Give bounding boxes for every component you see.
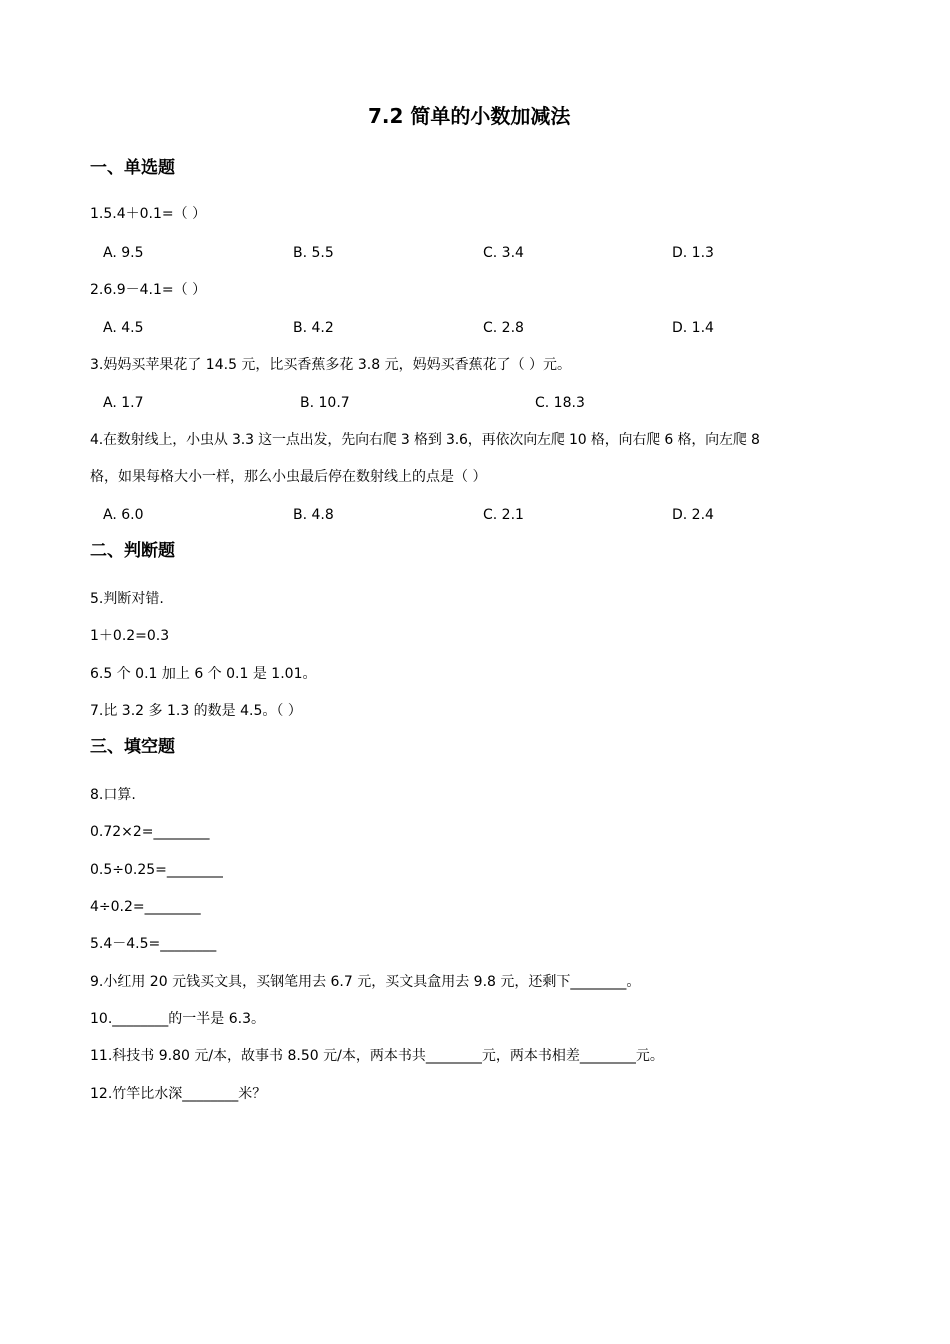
question-2-stem: 2.6.9－4.1=（ ） bbox=[90, 282, 207, 298]
question-2-option-a: A. 4.5 bbox=[103, 320, 144, 336]
section-heading-true-false: 二、判断题 bbox=[90, 541, 175, 561]
question-8-stem: 8.口算. bbox=[90, 787, 136, 803]
question-4-option-d: D. 2.4 bbox=[672, 507, 714, 523]
question-2-option-d: D. 1.4 bbox=[672, 320, 714, 336]
question-3-option-c: C. 18.3 bbox=[535, 395, 585, 411]
question-8-line-1: 0.72×2=________ bbox=[90, 824, 210, 840]
question-5-line: 1＋0.2=0.3 bbox=[90, 628, 170, 644]
section-heading-single-choice: 一、单选题 bbox=[90, 158, 175, 178]
question-9-stem: 9.小红用 20 元钱买文具，买钢笔用去 6.7 元，买文具盒用去 9.8 元，还剩下________。 bbox=[90, 974, 641, 990]
section-heading-fill-in: 三、填空题 bbox=[90, 737, 175, 757]
question-1-option-d: D. 1.3 bbox=[672, 245, 714, 261]
question-4-option-b: B. 4.8 bbox=[293, 507, 334, 523]
question-3-stem: 3.妈妈买苹果花了 14.5 元，比买香蕉多花 3.8 元，妈妈买香蕉花了（ ）元。 bbox=[90, 357, 572, 373]
question-7-stem: 7.比 3.2 多 1.3 的数是 4.5。（ ） bbox=[90, 703, 302, 719]
question-4-stem-line-1: 4.在数射线上，小虫从 3.3 这一点出发，先向右爬 3 格到 3.6，再依次向左爬 10 格，向右爬 6 格，向左爬 8 bbox=[90, 432, 760, 448]
page-title: 7.2 简单的小数加减法 bbox=[368, 104, 571, 128]
question-4-stem-line-2: 格，如果每格大小一样，那么小虫最后停在数射线上的点是（ ） bbox=[90, 469, 487, 485]
question-3-option-a: A. 1.7 bbox=[103, 395, 144, 411]
question-12-stem: 12.竹竿比水深________米？ bbox=[90, 1086, 267, 1102]
question-5-stem: 5.判断对错. bbox=[90, 591, 164, 607]
question-8-line-4: 5.4－4.5=________ bbox=[90, 936, 217, 952]
question-1-option-c: C. 3.4 bbox=[483, 245, 524, 261]
question-10-stem: 10.________的一半是 6.3。 bbox=[90, 1011, 265, 1027]
question-2-option-b: B. 4.2 bbox=[293, 320, 334, 336]
question-6-stem: 6.5 个 0.1 加上 6 个 0.1 是 1.01。 bbox=[90, 666, 317, 682]
question-1-option-b: B. 5.5 bbox=[293, 245, 334, 261]
question-4-option-c: C. 2.1 bbox=[483, 507, 524, 523]
question-1-stem: 1.5.4＋0.1=（ ） bbox=[90, 206, 207, 222]
question-8-line-3: 4÷0.2=________ bbox=[90, 899, 201, 915]
question-11-stem: 11.科技书 9.80 元/本，故事书 8.50 元/本，两本书共________元，两本书相差________元。 bbox=[90, 1048, 664, 1064]
question-1-option-a: A. 9.5 bbox=[103, 245, 144, 261]
question-3-option-b: B. 10.7 bbox=[300, 395, 350, 411]
question-2-option-c: C. 2.8 bbox=[483, 320, 524, 336]
question-8-line-2: 0.5÷0.25=________ bbox=[90, 862, 223, 878]
question-4-option-a: A. 6.0 bbox=[103, 507, 144, 523]
